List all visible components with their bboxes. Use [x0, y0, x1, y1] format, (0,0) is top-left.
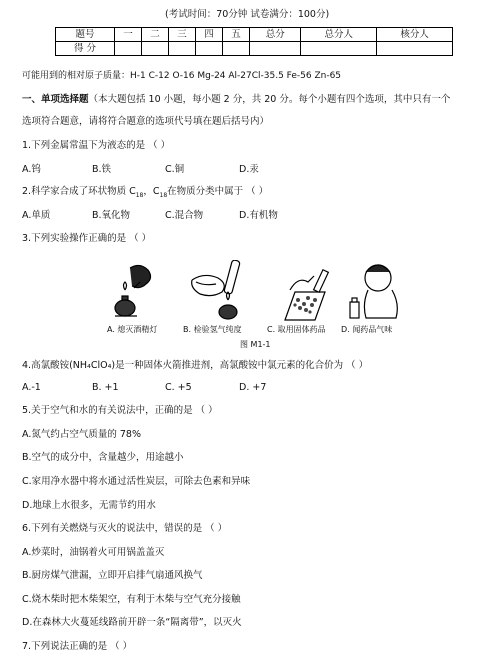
q2-option-a[interactable]: A.单质 [22, 210, 51, 221]
q4-option-d[interactable]: D. +7 [239, 382, 267, 393]
solid-reagent-illustration [285, 270, 328, 320]
section1-title: 一、单项选择题 [22, 94, 89, 105]
score-entry-cell[interactable] [250, 42, 301, 56]
image-option-d[interactable]: D. 闻药品气味 [341, 325, 393, 334]
score-table-cell: 一 [115, 28, 142, 42]
image-option-a[interactable]: A. 熄灭酒精灯 [107, 325, 158, 334]
question-7-stem: 7.下列说法正确的是 （ ） [22, 641, 133, 652]
score-table-cell: 总分 [250, 28, 301, 42]
exam-info: (考试时间：70分钟 试卷满分：100分) [165, 9, 330, 20]
question-3-stem: 3.下列实验操作正确的是 （ ） [22, 233, 152, 244]
q6-option-a[interactable]: A.炒菜时，油锅着火可用锅盖盖灭 [22, 547, 165, 558]
score-entry-cell[interactable] [301, 42, 377, 56]
q2-subscript: 18 [135, 191, 144, 199]
atomic-masses: 可能用到的相对原子质量：H-1 C-12 O-16 Mg-24 Al-27Cl-35.5 Fe-56 Zn-65 [22, 71, 342, 81]
q5-option-b[interactable]: B.空气的成分中，含量越少，用途越小 [22, 452, 184, 463]
q1-option-c[interactable]: C.铜 [165, 164, 185, 175]
figure-caption: 图 M1-1 [240, 340, 271, 349]
question-5-stem: 5.关于空气和水的有关说法中，正确的是 （ ） [22, 405, 218, 416]
q6-option-c[interactable]: C.烧木柴时把木柴架空，有利于木柴与空气充分接触 [22, 594, 241, 605]
q2-option-b[interactable]: B.氧化物 [92, 210, 131, 221]
hydrogen-test-illustration [192, 260, 241, 319]
q2-subscript: 18 [159, 191, 168, 199]
score-table-cell: 五 [223, 28, 250, 42]
score-table-header-row [56, 28, 453, 42]
score-entry-cell[interactable] [377, 42, 453, 56]
score-table-cell: 四 [196, 28, 223, 42]
experiment-figure [100, 260, 410, 325]
score-entry-cell[interactable] [223, 42, 250, 56]
section1-instructions-2: 选项符合题意，请将符合题意的选项代号填在题后括号内） [22, 116, 270, 127]
score-entry-cell[interactable] [115, 42, 142, 56]
question-1-stem: 1.下列金属常温下为液态的是 （ ） [22, 140, 171, 151]
image-option-c[interactable]: C. 取用固体药品 [267, 325, 326, 334]
score-table-cell: 二 [142, 28, 169, 42]
score-entry-cell[interactable] [142, 42, 169, 56]
q4-option-c[interactable]: C. +5 [165, 382, 192, 393]
score-entry-cell[interactable] [196, 42, 223, 56]
q4-option-a[interactable]: A.-1 [22, 382, 41, 393]
score-table-cell: 三 [169, 28, 196, 42]
q1-option-a[interactable]: A.钨 [22, 164, 41, 175]
image-option-b[interactable]: B. 检验氢气纯度 [183, 325, 242, 334]
q2-stem-mid: ，C [143, 186, 160, 197]
section1-instructions: （本大题包括 10 小题，每小题 2 分，共 20 分。每个小题有四个选项，其中只有一个 [88, 94, 451, 105]
q1-option-b[interactable]: B.铁 [92, 164, 112, 175]
score-table [55, 27, 453, 56]
score-table-cell: 核分人 [377, 28, 453, 42]
score-table-cell: 题号 [56, 28, 115, 42]
q5-option-d[interactable]: D.地球上水很多，无需节约用水 [22, 500, 156, 511]
q2-option-d[interactable]: D.有机物 [239, 210, 278, 221]
q4-option-b[interactable]: B. +1 [92, 382, 119, 393]
score-row-label: 得 分 [56, 42, 115, 56]
q2-stem-post: 在物质分类中属于 （ ） [167, 186, 269, 197]
q1-option-d[interactable]: D.汞 [239, 164, 259, 175]
q2-option-c[interactable]: C.混合物 [165, 210, 204, 221]
q6-option-b[interactable]: B.厨房煤气泄漏，立即开启排气扇通风换气 [22, 570, 203, 581]
question-4-stem: 4.高氯酸铵(NH₄ClO₄)是一种固体火箭推进剂，高氯酸铵中氯元素的化合价为 （ ） [22, 360, 369, 371]
score-table-score-row [56, 42, 453, 56]
section1-line1 [22, 94, 450, 106]
smelling-reagent-illustration [350, 265, 397, 318]
score-entry-cell[interactable] [169, 42, 196, 56]
q5-option-a[interactable]: A.氮气约占空气质量的 78% [22, 429, 141, 440]
alcohol-lamp-blowing-illustration [115, 265, 151, 316]
question-6-stem: 6.下列有关燃烧与灭火的说法中，错误的是 （ ） [22, 523, 228, 534]
score-table-cell: 总分人 [301, 28, 377, 42]
q5-option-c[interactable]: C.家用净水器中将水通过活性炭层，可除去色素和异味 [22, 476, 251, 487]
question-2-stem [22, 186, 268, 198]
q6-option-d[interactable]: D.在森林大火蔓延线路前开辟一条“隔离带”，以灭火 [22, 617, 242, 628]
q2-stem-pre: 2.科学家合成了环状物质 C [22, 186, 136, 197]
